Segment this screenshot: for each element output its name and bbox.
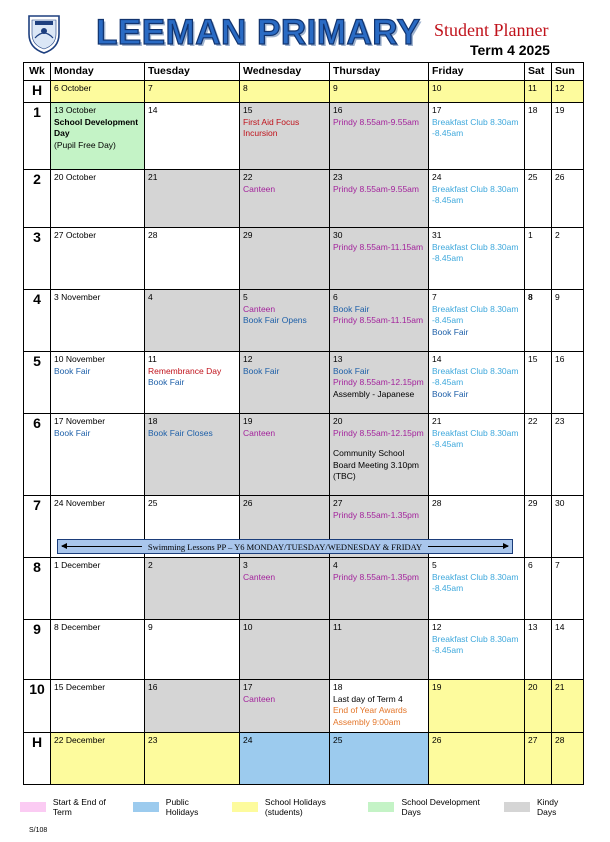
day-cell (51, 558, 145, 620)
event-text: Breakfast Club 8.30am -8.45am (432, 633, 519, 655)
day-cell (525, 620, 552, 680)
day-cell (145, 680, 240, 733)
day-date: 17 (243, 682, 253, 692)
day-cell (525, 103, 552, 170)
day-cell (429, 352, 525, 414)
day-date: 3 November (54, 292, 101, 302)
event-text: Book Fair (54, 365, 91, 376)
day-cell (51, 352, 145, 414)
day-cell (51, 103, 145, 170)
day-cell (552, 558, 584, 620)
week-row (24, 103, 584, 170)
day-date: 24 (243, 735, 253, 745)
day-cell (552, 352, 584, 414)
event-text: Breakfast Club 8.30am -8.45am (432, 365, 519, 387)
event-text: Canteen (243, 303, 276, 314)
day-cell (552, 414, 584, 496)
week-row (24, 170, 584, 228)
day-cell (330, 352, 429, 414)
legend-swatch (504, 802, 530, 812)
day-cell (51, 620, 145, 680)
day-date: 10 November (54, 354, 106, 364)
day-cell (525, 170, 552, 228)
day-date: 26 (555, 172, 565, 182)
week-row (24, 290, 584, 352)
day-cell (525, 414, 552, 496)
day-cell (429, 290, 525, 352)
day-cell (330, 733, 429, 785)
column-header: Monday (51, 63, 145, 81)
week-row (24, 414, 584, 496)
day-cell (145, 170, 240, 228)
day-cell (145, 414, 240, 496)
day-cell (525, 352, 552, 414)
term-label: Term 4 2025 (470, 42, 550, 58)
week-number: 6 (24, 414, 51, 496)
day-cell (51, 170, 145, 228)
day-date: 29 (528, 498, 538, 508)
day-cell (552, 290, 584, 352)
day-cell (429, 733, 525, 785)
legend-item (133, 797, 216, 817)
day-cell (145, 733, 240, 785)
day-cell (429, 228, 525, 290)
day-date: 18 (148, 416, 158, 426)
day-cell (240, 733, 330, 785)
event-text: Prindy 8.55am-9.55am (333, 183, 419, 194)
week-number: 2 (24, 170, 51, 228)
day-date: 9 (148, 622, 153, 632)
day-cell (240, 290, 330, 352)
day-date: 20 October (54, 172, 97, 182)
day-date: 29 (243, 230, 253, 240)
day-date: 6 (528, 560, 533, 570)
day-cell (525, 496, 552, 558)
legend-item (368, 797, 488, 817)
day-cell (145, 228, 240, 290)
day-date: 19 (555, 105, 565, 115)
column-header: Wednesday (240, 63, 330, 81)
day-cell (330, 414, 429, 496)
legend-label: Kindy Days (537, 797, 559, 817)
week-number: 8 (24, 558, 51, 620)
week-number: 1 (24, 103, 51, 170)
event-text: Prindy 8.55am-12.15pm (333, 427, 424, 438)
day-date: 26 (432, 735, 442, 745)
event-text: Last day of Term 4 (333, 693, 403, 704)
column-header: Thursday (330, 63, 429, 81)
legend-label: School Development Days (401, 797, 480, 817)
day-date: 25 (333, 735, 343, 745)
day-date: 3 (243, 560, 248, 570)
column-header: Wk (24, 63, 51, 81)
event-text: Remembrance Day (148, 365, 222, 376)
event-text: (Pupil Free Day) (54, 139, 116, 150)
week-row (24, 81, 584, 103)
day-date: 21 (555, 682, 565, 692)
event-text: Book Fair (148, 377, 185, 387)
swimming-lessons-banner (57, 539, 513, 554)
day-cell (240, 81, 330, 103)
day-date: 23 (555, 416, 565, 426)
day-cell (240, 558, 330, 620)
week-row (24, 733, 584, 785)
day-date: 6 October (54, 83, 92, 93)
event-text: Breakfast Club 8.30am -8.45am (432, 116, 519, 138)
day-cell (51, 733, 145, 785)
day-cell (330, 620, 429, 680)
week-number: 4 (24, 290, 51, 352)
day-date: 5 (243, 292, 248, 302)
column-header: Sun (552, 63, 584, 81)
day-cell (525, 228, 552, 290)
day-cell (145, 620, 240, 680)
day-date: 15 (243, 105, 253, 115)
day-cell (552, 733, 584, 785)
legend-item (504, 797, 574, 817)
legend-swatch (20, 802, 46, 812)
day-cell (552, 81, 584, 103)
legend-item (20, 797, 117, 817)
column-header: Friday (429, 63, 525, 81)
day-date: 25 (528, 172, 538, 182)
day-date: 5 (432, 560, 437, 570)
event-text: Canteen (243, 183, 276, 194)
event-text: Prindy 8.55am-11.15am (333, 241, 424, 252)
event-text: Breakfast Club 8.30am -8.45am (432, 241, 519, 263)
day-cell (429, 170, 525, 228)
footer-code: S/108 (29, 827, 48, 834)
event-text: School Development Day (54, 116, 139, 138)
event-text: Prindy 8.55am-12.15pm (333, 377, 424, 387)
event-text: Prindy 8.55am-1.35pm (333, 571, 419, 582)
day-date: 27 (528, 735, 538, 745)
week-row (24, 352, 584, 414)
day-cell (51, 228, 145, 290)
day-date: 24 November (54, 498, 106, 508)
day-date: 12 (432, 622, 442, 632)
school-crest-logo (27, 14, 61, 54)
day-date: 24 (432, 172, 442, 182)
spacer (333, 439, 425, 448)
day-cell (330, 170, 429, 228)
event-text: Canteen (243, 427, 276, 438)
day-date: 1 (528, 230, 533, 240)
day-date: 9 (555, 292, 560, 302)
event-text: Prindy 8.55am-11.15am (333, 315, 424, 325)
day-cell (525, 680, 552, 733)
event-text: Canteen (243, 693, 276, 704)
legend-label: Public Holidays (165, 797, 199, 817)
day-date: 12 (555, 83, 565, 93)
week-row (24, 680, 584, 733)
event-text: Breakfast Club 8.30am -8.45am (432, 571, 519, 593)
event-text: Breakfast Club 8.30am -8.45am (432, 303, 519, 325)
day-date: 15 December (54, 682, 106, 692)
day-date: 27 (333, 498, 343, 508)
day-cell (145, 81, 240, 103)
legend-label: Start & End of Term (52, 797, 106, 817)
day-date: 16 (333, 105, 343, 115)
day-cell (330, 558, 429, 620)
day-date: 11 (528, 83, 537, 93)
day-date: 13 October (54, 105, 97, 115)
day-date: 26 (243, 498, 253, 508)
day-date: 17 November (54, 416, 106, 426)
day-date: 10 (432, 83, 442, 93)
event-text: Breakfast Club 8.30am -8.45am (432, 183, 519, 205)
day-cell (51, 290, 145, 352)
day-cell (429, 558, 525, 620)
day-cell (525, 290, 552, 352)
day-date: 4 (148, 292, 153, 302)
day-date: 21 (432, 416, 442, 426)
planner-label: Student Planner (434, 20, 549, 40)
day-cell (51, 680, 145, 733)
event-text: Community School Board Meeting 3.10pm (TBC) (333, 448, 419, 481)
day-date: 10 (243, 622, 253, 632)
day-cell (330, 680, 429, 733)
event-text: Assembly - Japanese (333, 388, 415, 399)
day-cell (552, 496, 584, 558)
legend (20, 797, 590, 817)
week-number: 5 (24, 352, 51, 414)
day-date: 8 (528, 292, 533, 302)
day-cell (429, 103, 525, 170)
day-date: 30 (333, 230, 343, 240)
day-date: 11 (333, 622, 342, 632)
day-date: 14 (148, 105, 158, 115)
day-cell (51, 81, 145, 103)
day-date: 22 December (54, 735, 106, 745)
day-cell (240, 170, 330, 228)
day-cell (240, 352, 330, 414)
day-date: 2 (555, 230, 560, 240)
day-cell (330, 290, 429, 352)
event-text: Book Fair (432, 388, 469, 399)
day-date: 23 (148, 735, 158, 745)
event-text: Book Fair Opens (243, 315, 307, 325)
day-date: 25 (148, 498, 158, 508)
day-date: 22 (243, 172, 253, 182)
day-date: 7 (148, 83, 153, 93)
week-number: H (24, 733, 51, 785)
day-date: 22 (528, 416, 538, 426)
legend-item (232, 797, 353, 817)
day-date: 31 (432, 230, 442, 240)
day-date: 18 (333, 682, 343, 692)
day-date: 15 (528, 354, 538, 364)
day-date: 21 (148, 172, 158, 182)
legend-swatch (232, 802, 258, 812)
event-text: First Aid Focus Incursion (243, 116, 300, 138)
day-cell (525, 81, 552, 103)
day-cell (525, 733, 552, 785)
event-text: Canteen (243, 571, 276, 582)
day-date: 1 December (54, 560, 101, 570)
day-date: 14 (555, 622, 565, 632)
day-cell (240, 414, 330, 496)
right-arrow-icon (428, 546, 508, 547)
day-cell (145, 103, 240, 170)
day-date: 30 (555, 498, 565, 508)
term-calendar (23, 62, 584, 785)
week-number: 3 (24, 228, 51, 290)
day-cell (240, 228, 330, 290)
day-cell (330, 103, 429, 170)
day-cell (240, 103, 330, 170)
day-date: 18 (528, 105, 538, 115)
day-cell (145, 558, 240, 620)
day-date: 19 (432, 682, 442, 692)
day-cell (429, 81, 525, 103)
day-date: 20 (333, 416, 343, 426)
day-cell (240, 620, 330, 680)
week-row (24, 620, 584, 680)
event-text: Breakfast Club 8.30am -8.45am (432, 427, 519, 449)
event-text: Book Fair (432, 326, 469, 337)
day-cell (145, 290, 240, 352)
week-row (24, 228, 584, 290)
day-date: 9 (333, 83, 338, 93)
day-date: 8 (243, 83, 248, 93)
day-cell (330, 81, 429, 103)
day-date: 23 (333, 172, 343, 182)
day-date: 4 (333, 560, 338, 570)
week-number: H (24, 81, 51, 103)
day-date: 7 (432, 292, 437, 302)
legend-label: School Holidays (students) (264, 797, 326, 817)
day-cell (429, 414, 525, 496)
left-arrow-icon (62, 546, 142, 547)
event-text: Prindy 8.55am-1.35pm (333, 509, 419, 520)
day-date: 16 (555, 354, 565, 364)
day-date: 6 (333, 292, 338, 302)
day-cell (552, 103, 584, 170)
day-date: 28 (432, 498, 442, 508)
school-title: LEEMAN PRIMARY (96, 13, 421, 52)
day-date: 20 (528, 682, 538, 692)
week-number: 10 (24, 680, 51, 733)
day-cell (429, 680, 525, 733)
day-date: 19 (243, 416, 253, 426)
day-date: 28 (555, 735, 565, 745)
event-text: Book Fair Closes (148, 427, 213, 438)
legend-swatch (133, 802, 159, 812)
day-cell (552, 228, 584, 290)
event-text: End of Year Awards Assembly 9:00am (333, 705, 408, 727)
column-header: Sat (525, 63, 552, 81)
column-header: Tuesday (145, 63, 240, 81)
day-cell (525, 558, 552, 620)
day-cell (51, 414, 145, 496)
week-number: 9 (24, 620, 51, 680)
day-date: 7 (555, 560, 560, 570)
day-date: 13 (528, 622, 538, 632)
day-date: 8 December (54, 622, 101, 632)
day-date: 12 (243, 354, 253, 364)
day-cell (552, 170, 584, 228)
day-date: 11 (148, 354, 157, 364)
legend-swatch (368, 802, 394, 812)
day-date: 2 (148, 560, 153, 570)
event-text: Book Fair (333, 365, 370, 376)
swimming-lessons-label: Swimming Lessons PP – Y6 MONDAY/TUESDAY/WEDNESDAY & FRIDAY (147, 541, 423, 552)
event-text: Book Fair (54, 427, 91, 438)
day-cell (552, 680, 584, 733)
header-row (24, 63, 584, 81)
week-row (24, 558, 584, 620)
day-cell (240, 680, 330, 733)
day-date: 14 (432, 354, 442, 364)
day-cell (552, 620, 584, 680)
day-date: 17 (432, 105, 442, 115)
event-text: Book Fair (243, 365, 280, 376)
week-number: 7 (24, 496, 51, 558)
day-date: 27 October (54, 230, 97, 240)
day-cell (429, 620, 525, 680)
day-date: 13 (333, 354, 343, 364)
day-cell (330, 228, 429, 290)
day-date: 28 (148, 230, 158, 240)
day-cell (145, 352, 240, 414)
day-date: 16 (148, 682, 158, 692)
event-text: Book Fair (333, 303, 370, 314)
event-text: Prindy 8.55am-9.55am (333, 116, 419, 127)
